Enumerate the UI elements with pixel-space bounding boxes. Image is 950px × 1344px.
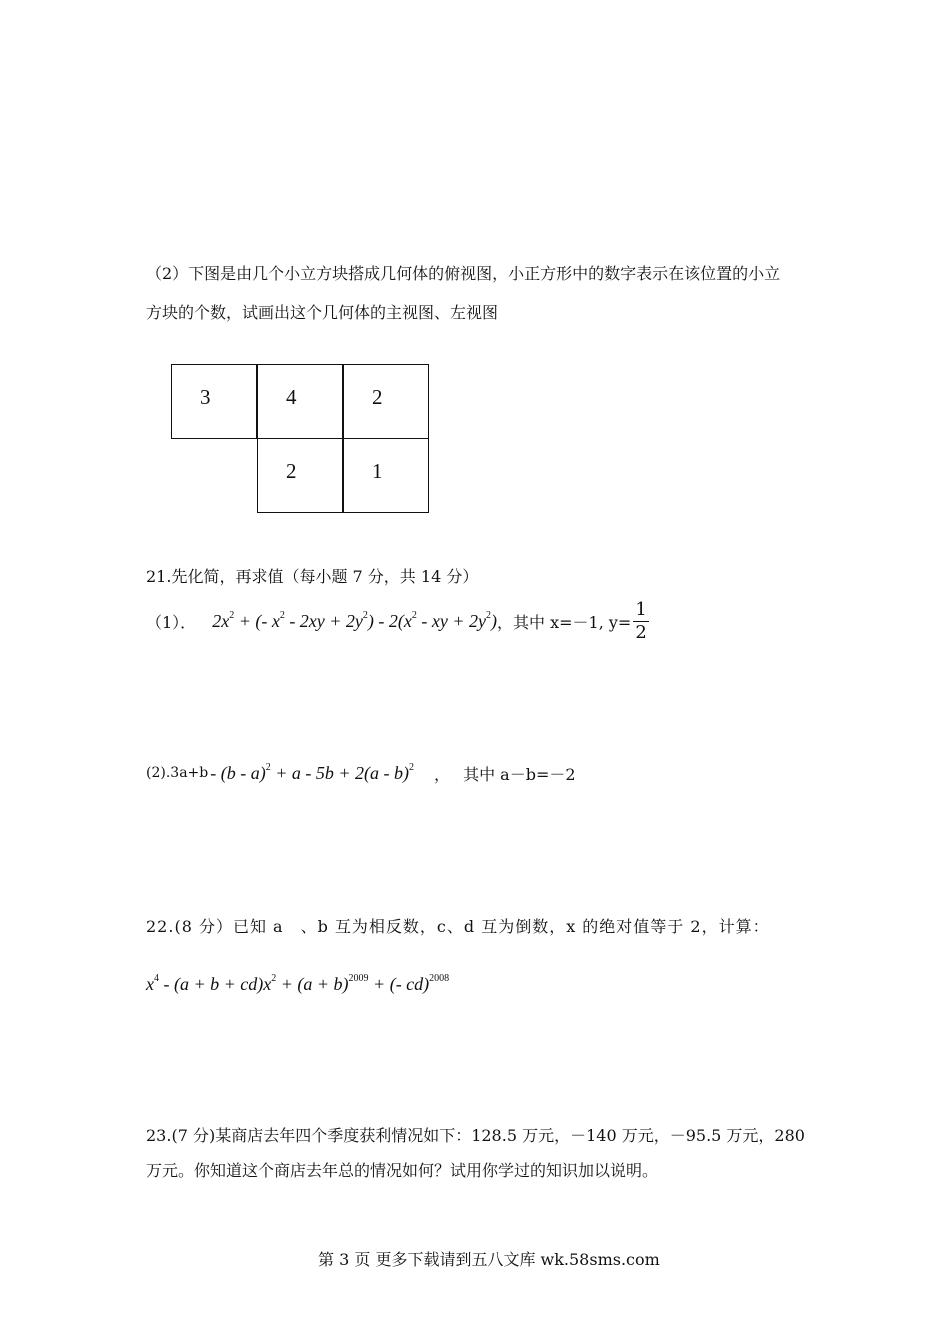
q21-part1-expression: $2x^2$ + (- $x^2 - 2xy + 2y^2) - 2(x^2$ - xy + $2y^2$) (212, 609, 498, 631)
q22-text: 22.(8 分）已知 a 、b 互为相反数，c、d 互为倒数，x 的绝对值等于 2，计算： (146, 917, 770, 936)
q20-part2-line1: （2）下图是由几个小立方块搭成几何体的俯视图，小正方形中的数字表示在该位置的小立 (146, 264, 781, 283)
y-fraction: $\frac{1}{2}$ (635, 598, 647, 643)
q21-part1 (146, 596, 649, 646)
q22-expression: $x^4 - (a + b + cd)x^2 + (a + b)^{2009}$ + (- cd)$^{2008}$ (146, 973, 450, 994)
q21-part1-condition: ，其中 x=－1, y= (497, 612, 632, 632)
grid-cell: 4 (257, 364, 343, 439)
page-footer: 第 3 页 更多下载请到五八文库 wk.58sms.com (318, 1250, 660, 1269)
q21-part1-label: （1）． (146, 612, 197, 632)
q20-part2-line2: 方块的个数，试画出这个几何体的主视图、左视图 (146, 303, 499, 322)
q21-part2 (146, 757, 576, 789)
grid-cell: 2 (257, 438, 343, 513)
top-view-grid (171, 364, 431, 514)
q21-part2-condition: ， 其中 a－b=－2 (434, 764, 576, 784)
q21-part2-expression: - (b - a)$^2$ + a - 5b + 2(a - b)$^2$ (210, 761, 414, 783)
grid-cell: 1 (343, 438, 429, 513)
q21-title: 21.先化简，再求值（每小题 7 分，共 14 分） (146, 567, 479, 586)
q23-line2: 万元。你知道这个商店去年总的情况如何？试用你学过的知识加以说明。 (146, 1161, 659, 1180)
grid-cell: 3 (171, 364, 257, 439)
q23-line1: 23.(7 分)某商店去年四个季度获利情况如下：128.5 万元，－140 万元，－95.5 万元，280 (146, 1126, 805, 1145)
grid-cell: 2 (343, 364, 429, 439)
q21-part2-label: (2).3a+b (146, 765, 209, 781)
